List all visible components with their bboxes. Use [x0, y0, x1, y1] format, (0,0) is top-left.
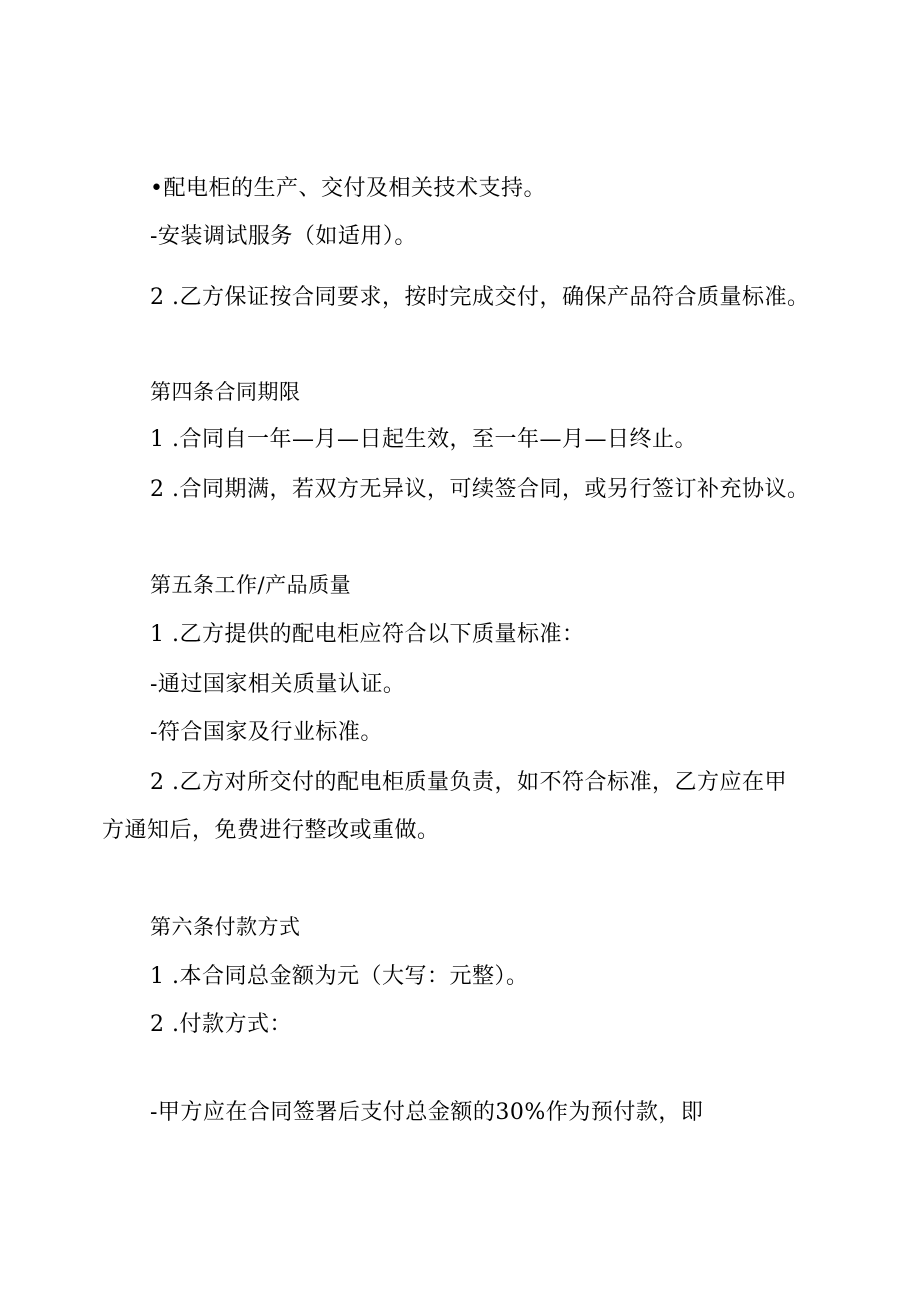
clause-6-item-1: 1 .本合同总金额为元（大写：元整）。	[150, 964, 529, 989]
clause-6-item-2: 2 .付款方式：	[150, 1012, 292, 1037]
clause-5-item-1: 1 .乙方提供的配电柜应符合以下质量标准：	[150, 622, 585, 647]
scope-item-production: •配电柜的生产、交付及相关技术支持。	[150, 176, 546, 201]
payment-item-advance: -甲方应在合同签署后支付总金额的30%作为预付款，即	[150, 1100, 704, 1125]
scope-item-installation: -安装调试服务（如适用）。	[150, 224, 417, 249]
section-heading-article-4: 第四条合同期限	[150, 380, 301, 404]
quality-item-certification: -通过国家相关质量认证。	[150, 672, 406, 697]
section-heading-article-6: 第六条付款方式	[150, 915, 301, 939]
clause-3-item-2: 2 .乙方保证按合同要求，按时完成交付，确保产品符合质量标准。	[150, 285, 810, 310]
clause-5-item-2-continued: 方通知后，免费进行整改或重做。	[102, 818, 440, 843]
quality-item-standards: -符合国家及行业标准。	[150, 720, 383, 745]
clause-4-item-1: 1 .合同自一年—月—日起生效，至一年—月—日终止。	[150, 427, 697, 452]
clause-5-item-2: 2 .乙方对所交付的配电柜质量负责，如不符合标准，乙方应在甲	[150, 770, 787, 795]
clause-4-item-2: 2 .合同期满，若双方无异议，可续签合同，或另行签订补充协议。	[150, 477, 810, 502]
section-heading-article-5: 第五条工作/产品质量	[150, 573, 352, 597]
